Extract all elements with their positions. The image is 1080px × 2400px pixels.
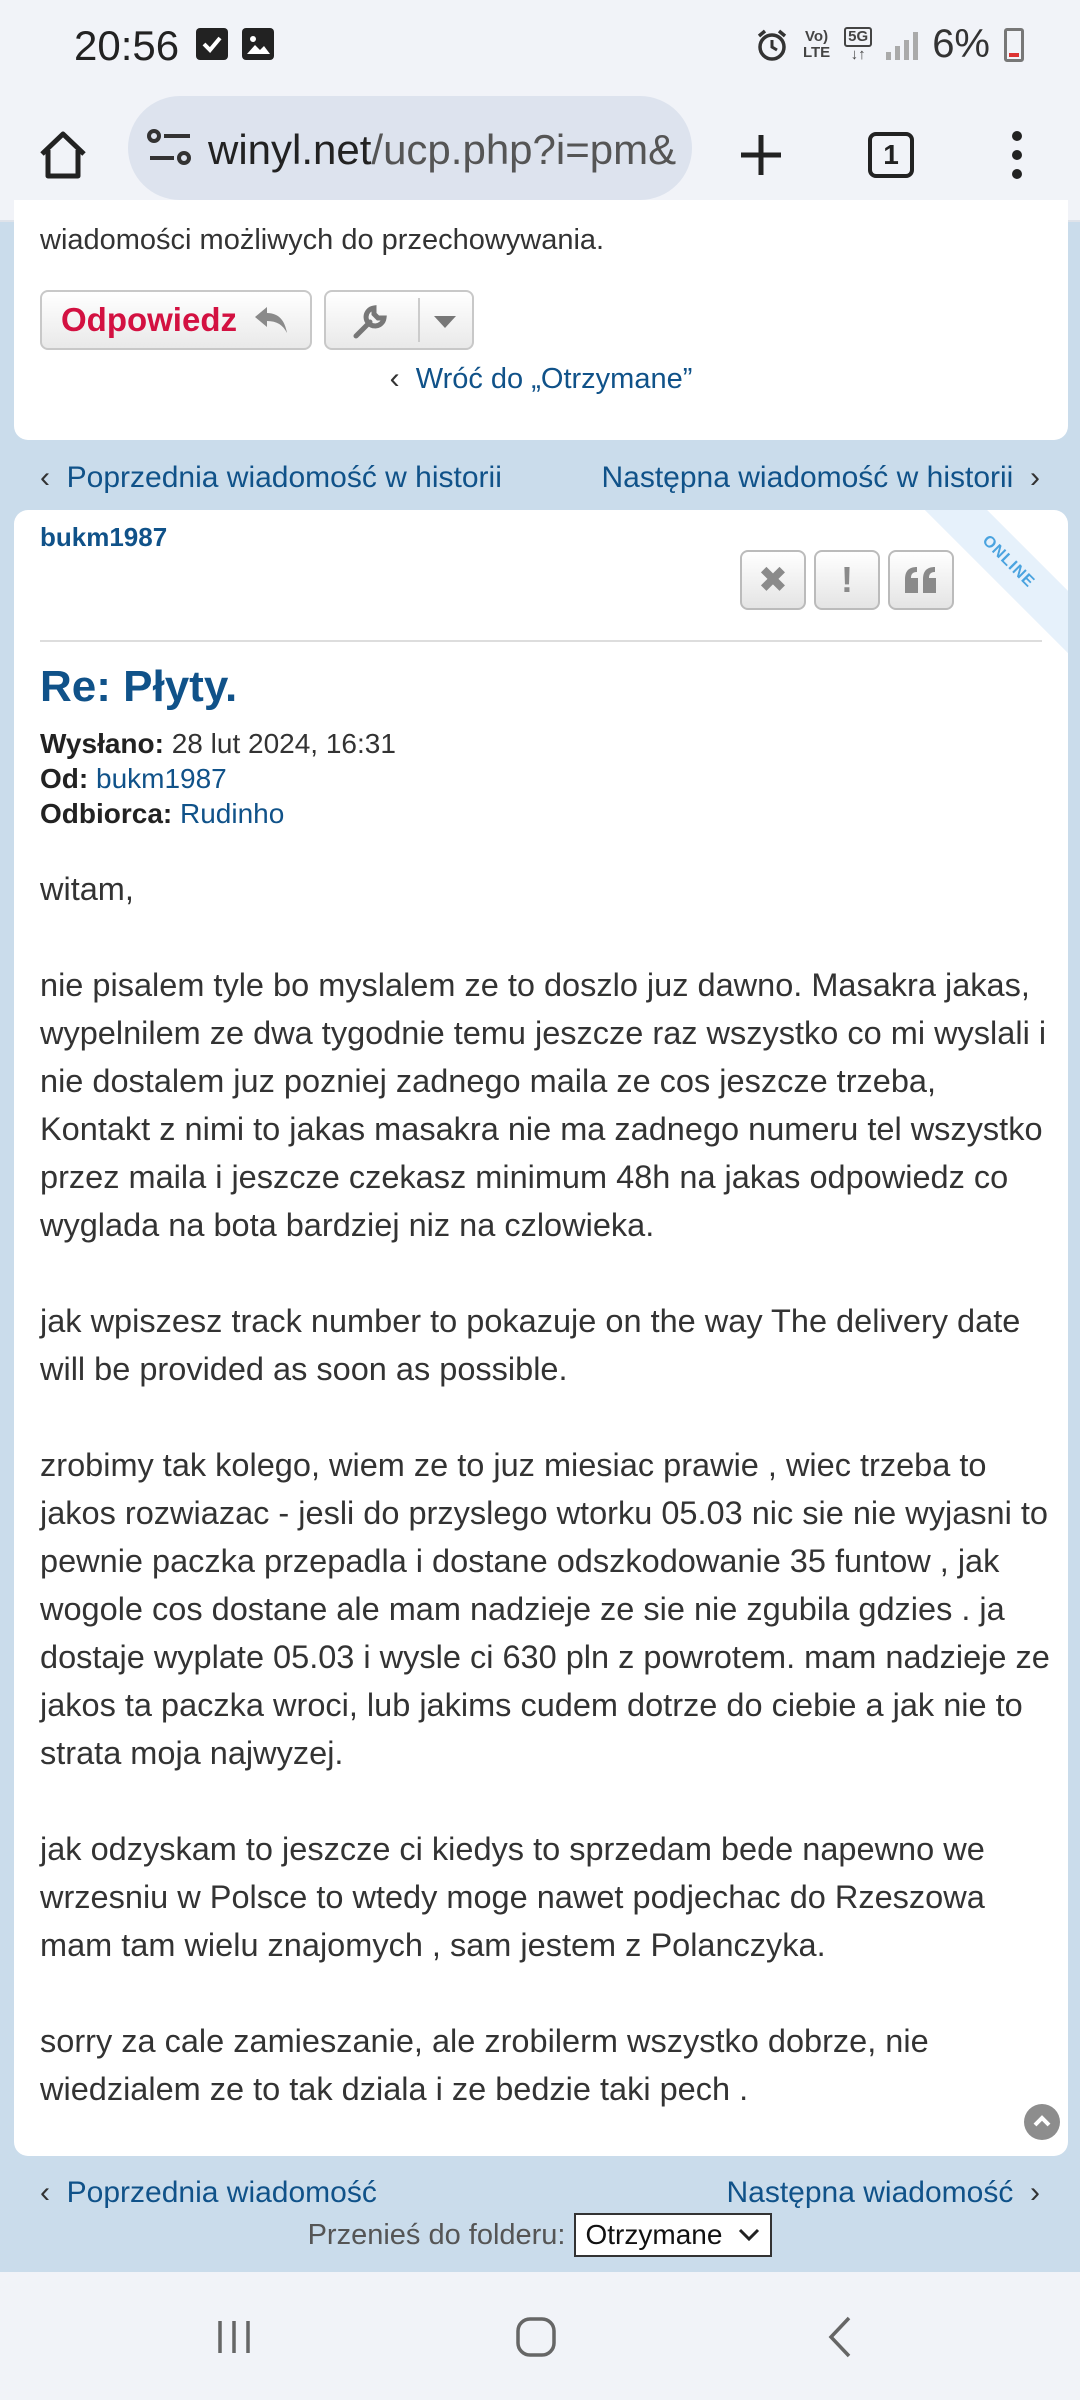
reply-arrow-icon: [251, 303, 291, 337]
quote-icon: [903, 565, 939, 595]
online-badge: ONLINE: [901, 510, 1068, 669]
clock: 20:56: [74, 22, 180, 69]
message-paragraph: jak odzyskam to jeszcze ci kiedys to sprzedam bede napewno we wrzesniu w Polsce to wtedy moge nawet podjechac do Rzeszowa mam tam wielu znajomych , sam jestem z Polanczyka.: [40, 1831, 985, 1963]
report-button[interactable]: [814, 550, 880, 610]
message-paragraph: witam,: [40, 871, 134, 907]
volte-icon: Vo) LTE: [802, 27, 831, 61]
sender-link[interactable]: bukm1987: [96, 763, 227, 794]
address-bar[interactable]: [128, 96, 692, 200]
message-actions-panel: [14, 200, 1068, 440]
history-navigation: [0, 447, 1080, 507]
message-paragraph: zrobimy tak kolego, wiem ze to juz miesiac prawie , wiec trzeba to jakos rozwiazac - jesli do przyslego wtorku 05.03 nic sie nie wyjasni to pewnie paczka przepadla i dostane odszkodowanie 35 funtow , jak wogole cos dostane ale mam nadzieje ze sie nie zgubila gdzies . ja dostaje wyplate 05.03 i wysle ci 630 pln z powrotem. mam nadzieje ze jakos ta paczka wroci, lub jakims cudem dotrze do ciebie a jak nie to strata moja najwyzej.: [40, 1447, 1050, 1771]
home-icon: [36, 128, 90, 182]
recipient-link[interactable]: Rudinho: [180, 798, 285, 829]
recent-apps-icon: [214, 2317, 254, 2357]
home-button[interactable]: [18, 110, 108, 200]
wrench-icon: [352, 304, 388, 340]
prev-message-link[interactable]: ‹ Poprzednia wiadomość: [40, 2176, 377, 2209]
5g-icon: 5G ↓↑: [844, 27, 872, 63]
sender: Od: bukm1987: [40, 763, 227, 794]
chevron-left-icon: ‹: [389, 362, 400, 395]
exclamation-icon: !: [841, 559, 853, 600]
chevron-up-icon: [1031, 2111, 1053, 2133]
message-paragraph: jak wpiszesz track number to pokazuje on the way The delivery date will be provided as soon as possible.: [40, 1303, 1021, 1387]
message-body: [40, 865, 1050, 2156]
storage-note: wiadomości możliwych do przechowywania.: [40, 224, 605, 256]
divider: [40, 640, 1042, 642]
chevron-down-icon: [738, 2228, 760, 2242]
divider: [418, 298, 420, 342]
signal-icon: [886, 30, 918, 60]
author-name[interactable]: bukm1987: [40, 522, 168, 552]
message-tools-dropdown[interactable]: [324, 290, 474, 350]
chevron-right-icon: ›: [1030, 461, 1040, 494]
back-to-inbox-link[interactable]: ‹ Wróć do „Otrzymane”: [389, 362, 693, 395]
url-text: winyl.net/ucp.php?i=pm&: [208, 126, 677, 173]
recent-apps-button[interactable]: [194, 2302, 274, 2372]
home-system-button[interactable]: [496, 2302, 576, 2372]
menu-icon: [1007, 128, 1027, 182]
close-icon: ✖: [757, 559, 789, 600]
message-paragraph: sorry za cale zamieszanie, ale zrobilerm wszystko dobrze, nie wiedzialem ze to tak dziala i ze bedzie taki pech .: [40, 2023, 929, 2107]
battery-icon: [1004, 28, 1024, 62]
tabs-icon: 1: [868, 132, 914, 178]
sent-date: Wysłano: 28 lut 2024, 16:31: [40, 728, 396, 759]
back-icon: [823, 2314, 857, 2360]
recipient: Odbiorca: Rudinho: [40, 798, 285, 829]
next-history-link[interactable]: Następna wiadomość w historii ›: [601, 461, 1040, 494]
tabs-button[interactable]: [846, 110, 936, 200]
status-bar: [0, 0, 1080, 92]
move-to-folder: [0, 2210, 1080, 2260]
reply-button[interactable]: [40, 290, 312, 350]
caret-down-icon: [432, 314, 458, 330]
checkbox-icon: [196, 28, 228, 60]
quote-button[interactable]: [888, 550, 954, 610]
site-settings-icon[interactable]: [146, 126, 194, 170]
plus-icon: [736, 130, 786, 180]
delete-button[interactable]: [740, 550, 806, 610]
message-paragraph: nie pisalem tyle bo myslalem ze to doszlo juz dawno. Masakra jakas, wypelnilem ze dwa tygodnie temu jeszcze raz wszystko co mi wyslali i nie dostalem juz pozniej zadnego maila ze cos jeszcze trzeba, Kontakt z nimi to jakas masakra nie ma zadnego numeru tel wszystko przez maila i jeszcze czekasz minimum 48h na jakas odpowiedz co wyglada na bota bardziej niz na czlowieka.: [40, 967, 1047, 1243]
move-folder-label: Przenieś do folderu:: [307, 2218, 566, 2251]
message-subject: Re: Płyty.: [40, 662, 238, 711]
back-button[interactable]: [800, 2302, 880, 2372]
alarm-icon: [755, 28, 789, 62]
image-icon: [242, 28, 274, 60]
scroll-to-top-button[interactable]: [1024, 2104, 1060, 2140]
next-message-link[interactable]: Następna wiadomość ›: [726, 2176, 1040, 2209]
browser-menu-button[interactable]: [972, 110, 1062, 200]
new-tab-button[interactable]: [716, 110, 806, 200]
folder-select[interactable]: Otrzymane: [574, 2213, 773, 2257]
system-navigation-bar: [0, 2272, 1080, 2400]
battery-percent: 6%: [932, 22, 990, 66]
reply-label: Odpowiedz: [61, 301, 237, 338]
chevron-left-icon: ‹: [40, 461, 50, 494]
home-circle-icon: [514, 2315, 558, 2359]
chevron-right-icon: ›: [1030, 2176, 1040, 2209]
message-panel: [14, 510, 1068, 2156]
chevron-left-icon: ‹: [40, 2176, 50, 2209]
prev-history-link[interactable]: ‹ Poprzednia wiadomość w historii: [40, 461, 502, 494]
